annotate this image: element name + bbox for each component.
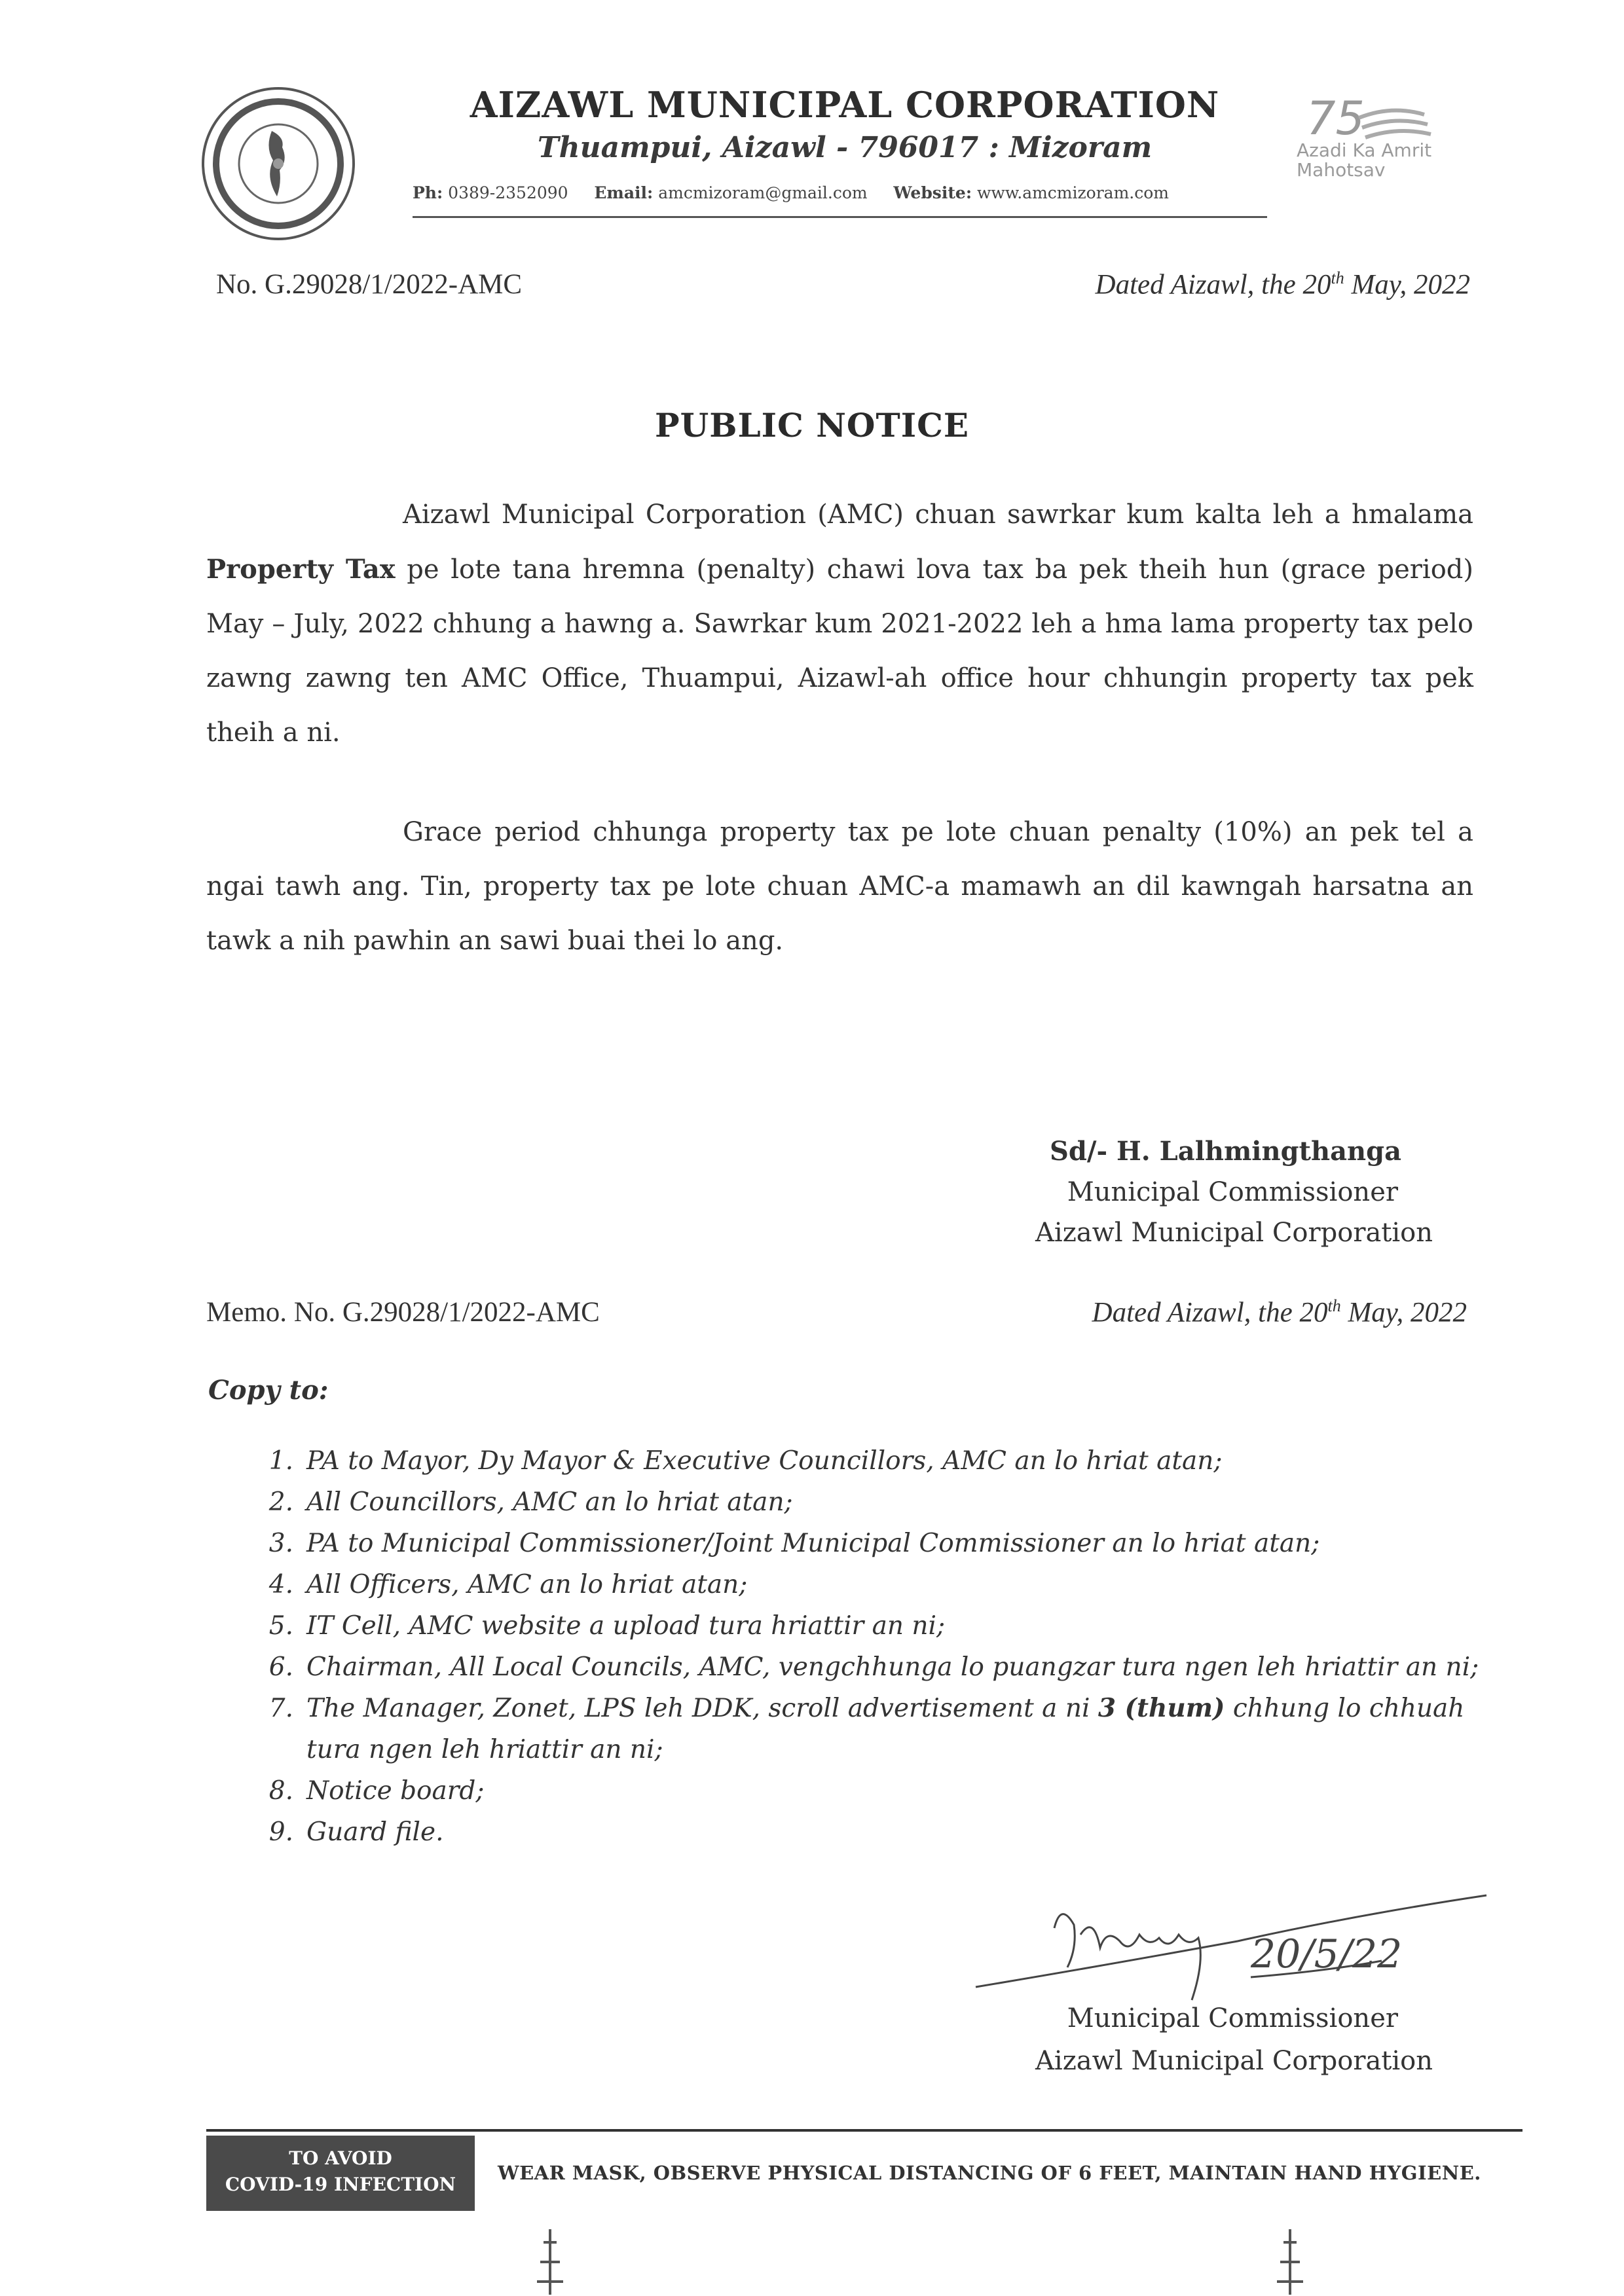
corporation-seal-icon <box>200 85 357 242</box>
covid-banner-line1: TO AVOID <box>289 2147 392 2169</box>
list-item <box>254 1688 1492 1770</box>
list-item-text: All Councillors, AMC an lo hriat atan; <box>306 1487 793 1517</box>
list-item-number: 2. <box>268 1487 293 1517</box>
phone-number: 0389-2352090 <box>448 183 568 202</box>
list-item <box>254 1482 1492 1523</box>
covid-message: WEAR MASK, OBSERVE PHYSICAL DISTANCING OF 6 FEET, MAINTAIN HAND HYGIENE. <box>498 2162 1481 2184</box>
scan-artifact-icon <box>504 2229 596 2295</box>
date-sup: th <box>1331 268 1344 287</box>
list-item-number: 3. <box>268 1529 293 1558</box>
list-item-text: IT Cell, AMC website a upload tura hriattir an ni; <box>306 1611 946 1641</box>
para1-text-cont: pe lote tana hremna (penalty) chawi lova tax ba pek theih hun (grace period) May – July, 2022 chhung a hawng a. Sawrkar kum 2021-2022 leh a hma lama property tax pelo zawng zawng ten AMC Office, Thuampui, Aizawl-ah office hour chhungin property tax pek theih a ni. <box>206 555 1474 748</box>
list-item-text: The Manager, Zonet, LPS leh DDK, scroll advertisement a ni <box>306 1694 1098 1723</box>
handwritten-date: 20/5/22 <box>1251 1931 1403 1977</box>
signatory-organization: Aizawl Municipal Corporation <box>1035 1218 1433 1248</box>
list-item-number: 1. <box>268 1446 293 1476</box>
signatory-designation: Municipal Commissioner <box>1067 1177 1398 1207</box>
website-url: www.amcmizoram.com <box>977 183 1169 202</box>
notice-title: PUBLIC NOTICE <box>655 406 969 445</box>
handwritten-signature-icon <box>963 1889 1513 2020</box>
amrit-logo-caption: Azadi Ka Amrit Mahotsav <box>1297 139 1432 181</box>
list-item-text-cont: chhung lo chhuah tura ngen leh hriattir an ni; <box>306 1694 1465 1764</box>
signature-title: Municipal Commissioner <box>1067 2003 1398 2033</box>
date-suffix: May, 2022 <box>1344 269 1470 301</box>
list-item <box>254 1812 1492 1853</box>
list-item-number: 7. <box>268 1694 293 1723</box>
signatory-name: Sd/- H. Lalhmingthanga <box>1050 1136 1401 1167</box>
covid-banner-box <box>206 2136 475 2211</box>
memo-date <box>1092 1296 1467 1328</box>
email-address: amcmizoram@gmail.com <box>658 183 868 202</box>
contact-line <box>413 183 1277 202</box>
memo-date-suffix: May, 2022 <box>1340 1297 1467 1328</box>
list-item-text: PA to Municipal Commissioner/Joint Municipal Commissioner an lo hriat atan; <box>306 1529 1320 1558</box>
list-item-bold: 3 (thum) <box>1098 1693 1225 1723</box>
list-item <box>254 1564 1492 1605</box>
list-item-text: Guard file. <box>306 1817 444 1847</box>
date-prefix: Dated Aizawl, the 20 <box>1095 269 1331 301</box>
footer-divider <box>206 2129 1522 2132</box>
para1-text: Aizawl Municipal Corporation (AMC) chuan sawrkar kum kalta leh a hmalama <box>403 500 1473 530</box>
list-item <box>254 1440 1492 1482</box>
list-item <box>254 1647 1492 1688</box>
notice-paragraph-2 <box>206 805 1473 968</box>
copy-to-list <box>254 1440 1492 1853</box>
list-item-text: Chairman, All Local Councils, AMC, vengchhunga lo puangzar tura ngen leh hriattir an ni; <box>306 1652 1479 1682</box>
scan-artifact-icon <box>1244 2229 1336 2295</box>
list-item-number: 8. <box>268 1776 293 1806</box>
copy-to-label: Copy to: <box>208 1375 329 1406</box>
notice-paragraph-1 <box>206 488 1473 760</box>
phone-label: Ph: <box>413 183 443 202</box>
list-item-text: PA to Mayor, Dy Mayor & Executive Councillors, AMC an lo hriat atan; <box>306 1446 1223 1476</box>
amrit-logo-number: 75 <box>1306 92 1365 145</box>
memo-date-sup: th <box>1327 1296 1341 1315</box>
list-item-number: 9. <box>268 1817 293 1847</box>
organization-name: AIZAWL MUNICIPAL CORPORATION <box>470 84 1220 126</box>
signature-organization: Aizawl Municipal Corporation <box>1035 2046 1433 2076</box>
property-tax-emphasis: Property Tax <box>206 554 396 585</box>
list-item-number: 6. <box>268 1652 293 1682</box>
header-divider <box>413 216 1267 218</box>
list-item <box>254 1605 1492 1647</box>
covid-banner-line2: COVID-19 INFECTION <box>225 2174 456 2195</box>
email-label: Email: <box>594 183 654 202</box>
list-item-text: All Officers, AMC an lo hriat atan; <box>306 1570 748 1599</box>
organization-address: Thuampui, Aizawl - 796017 : Mizoram <box>537 131 1153 164</box>
list-item <box>254 1523 1492 1564</box>
memo-number: Memo. No. G.29028/1/2022-AMC <box>206 1297 600 1328</box>
memo-date-prefix: Dated Aizawl, the 20 <box>1092 1297 1328 1328</box>
website-label: Website: <box>893 183 972 202</box>
list-item-number: 5. <box>268 1611 293 1641</box>
reference-date <box>1096 268 1470 301</box>
para2-text: Grace period chhunga property tax pe lote chuan penalty (10%) an pek tel a ngai tawh ang. Tin, property tax pe lote chuan AMC-a mamawh an dil kawngah harsatna an tawk a nih pawhin an sawi buai thei lo ang. <box>206 817 1473 956</box>
list-item-number: 4. <box>268 1570 293 1599</box>
list-item <box>254 1770 1492 1812</box>
list-item-text: Notice board; <box>306 1776 485 1806</box>
reference-number: No. G.29028/1/2022-AMC <box>216 269 523 300</box>
